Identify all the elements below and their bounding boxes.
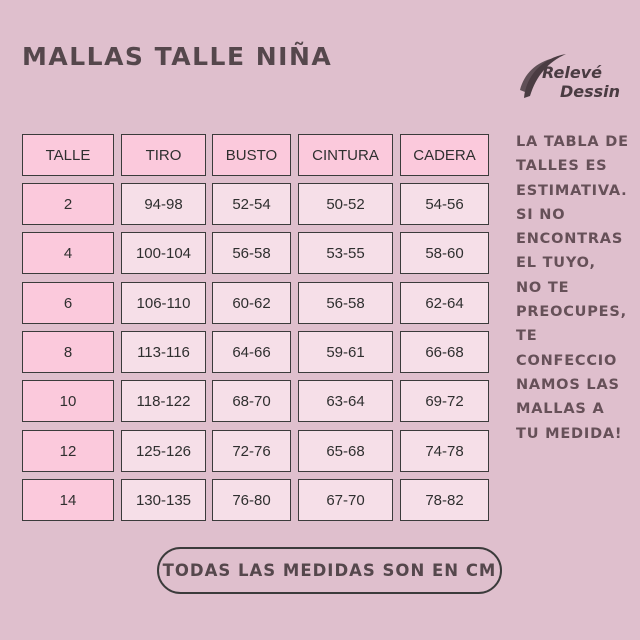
cell-busto: 76-80 (212, 479, 291, 521)
cell-cadera: 78-82 (400, 479, 489, 521)
cell-cadera: 69-72 (400, 380, 489, 422)
cell-cintura: 67-70 (298, 479, 393, 521)
header-busto: BUSTO (212, 134, 291, 176)
note-line: NO TE (516, 279, 570, 296)
cell-talle: 10 (22, 380, 114, 422)
note-line: TU MEDIDA! (516, 425, 623, 442)
note-line: EL TUYO, (516, 255, 596, 272)
note-line: ENCONTRAS (516, 231, 624, 248)
cell-tiro: 100-104 (121, 232, 206, 274)
cell-talle: 2 (22, 183, 114, 225)
cell-tiro: 106-110 (121, 282, 206, 324)
header-tiro: TIRO (121, 134, 206, 176)
note-line: TALLES ES (516, 158, 608, 175)
cell-talle: 8 (22, 331, 114, 373)
cell-busto: 68-70 (212, 380, 291, 422)
cell-tiro: 113-116 (121, 331, 206, 373)
cell-cintura: 50-52 (298, 183, 393, 225)
cell-tiro: 130-135 (121, 479, 206, 521)
cell-cadera: 66-68 (400, 331, 489, 373)
cell-cintura: 53-55 (298, 232, 393, 274)
note-line: NAMOS LAS (516, 376, 620, 393)
note-line: TE (516, 328, 538, 345)
note-line: SI NO (516, 206, 566, 223)
brand-logo (514, 46, 624, 108)
cell-busto: 56-58 (212, 232, 291, 274)
cell-cadera: 74-78 (400, 430, 489, 472)
note-line: CONFECCIO (516, 352, 618, 369)
cell-tiro: 125-126 (121, 430, 206, 472)
side-note (516, 130, 634, 446)
page-title: MALLAS TALLE NIÑA (22, 42, 333, 71)
cell-busto: 72-76 (212, 430, 291, 472)
cell-busto: 52-54 (212, 183, 291, 225)
cell-cadera: 58-60 (400, 232, 489, 274)
cell-cintura: 59-61 (298, 331, 393, 373)
cell-talle: 6 (22, 282, 114, 324)
note-line: PREOCUPES, (516, 304, 627, 321)
note-line: MALLAS A (516, 401, 605, 418)
cell-cadera: 62-64 (400, 282, 489, 324)
logo-text-line2: Dessin (560, 82, 621, 101)
cell-talle: 4 (22, 232, 114, 274)
cell-cintura: 63-64 (298, 380, 393, 422)
header-cintura: CINTURA (298, 134, 393, 176)
cell-cadera: 54-56 (400, 183, 489, 225)
note-line: LA TABLA DE (516, 134, 629, 150)
logo-text-line1: Relevé (542, 63, 602, 82)
header-talle: TALLE (22, 134, 114, 176)
cell-tiro: 94-98 (121, 183, 206, 225)
header-cadera: CADERA (400, 134, 489, 176)
units-note: TODAS LAS MEDIDAS SON EN CM (157, 547, 502, 594)
cell-cintura: 56-58 (298, 282, 393, 324)
cell-cintura: 65-68 (298, 430, 393, 472)
note-line: ESTIMATIVA. (516, 182, 628, 199)
cell-busto: 64-66 (212, 331, 291, 373)
cell-tiro: 118-122 (121, 380, 206, 422)
cell-busto: 60-62 (212, 282, 291, 324)
cell-talle: 12 (22, 430, 114, 472)
cell-talle: 14 (22, 479, 114, 521)
